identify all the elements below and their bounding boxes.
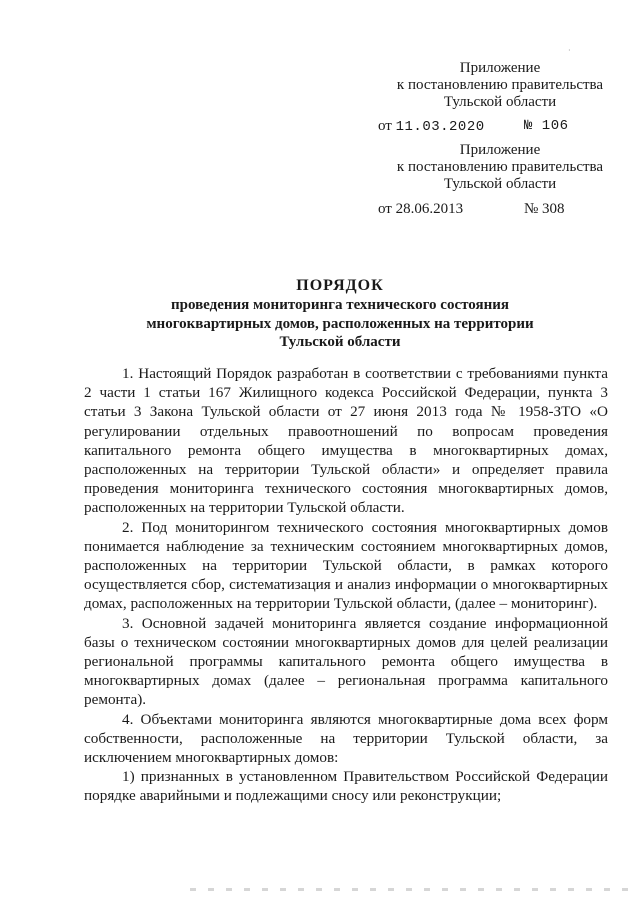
appendix-decree: к постановлению правительства [396,159,604,175]
paragraph-3: 3. Основной задачей мониторинга является создание информационной базы о техническом состоянии многоквартирных домов для целей реализации региональной программы капитального ремонта общего имущества в многоквартирных домах (далее – региональная программа капитального ремонта). [84,614,608,709]
paragraph-1: 1. Настоящий Порядок разработан в соответствии с требованиями пункта 2 части 1 статьи 167 Жилищного кодекса Российской Федерации, пункта 3 статьи 3 Закона Тульской области от 27 июня 2013 года № 1958-ЗТО «О регулировании отдельных правоотношений по вопросам проведения капитального ремонта общего имущества в многоквартирных домах, расположенных на территории Тульской области» и определяет правила проведения мониторинга технического состояния многоквартирных домов, расположенных на территории Тульской области. [84,365,608,517]
date-prefix: от [378,201,392,217]
decree-reference-original [378,201,565,218]
cut-off-next-line [190,888,630,891]
decree-number: № 106 [524,118,569,134]
scan-mark: · [568,46,571,55]
title-line-2: многоквартирных домов, расположенных на территории [146,315,534,332]
decree-number: № 308 [524,201,565,217]
appendix-header-current [380,60,620,111]
paragraph-4: 4. Объектами мониторинга являются многоквартирные дома всех форм собственности, расположенные на территории Тульской области, за исключением многоквартирных домов: [84,710,608,767]
appendix-label: Приложение [459,60,541,76]
document-body [84,364,608,806]
document-title [100,276,580,352]
appendix-header-original [380,142,620,193]
appendix-label: Приложение [459,142,541,158]
appendix-region: Тульской области [443,94,557,110]
decree-date: 11.03.2020 [395,119,485,135]
paragraph-4-item-1: 1) признанных в установленном Правительством Российской Федерации порядке аварийными и подлежащими сносу или реконструкции; [84,768,608,805]
appendix-region: Тульской области [443,176,557,192]
title-main: ПОРЯДОК [296,277,384,294]
title-line-3: Тульской области [279,334,401,350]
title-line-1: проведения мониторинга технического состояния [170,297,510,313]
date-prefix: от [378,118,392,134]
decree-reference-current [378,118,569,135]
appendix-decree: к постановлению правительства [396,77,604,93]
paragraph-2: 2. Под мониторингом технического состояния многоквартирных домов понимается наблюдение за техническим состоянием многоквартирных домов, расположенных на территории Тульской области, в рамках которого осуществляется сбор, систематизация и анализ информации о многоквартирных домах, расположенных на территории Тульской области, (далее – мониторинг). [84,518,608,613]
decree-date: 28.06.2013 [395,201,464,217]
